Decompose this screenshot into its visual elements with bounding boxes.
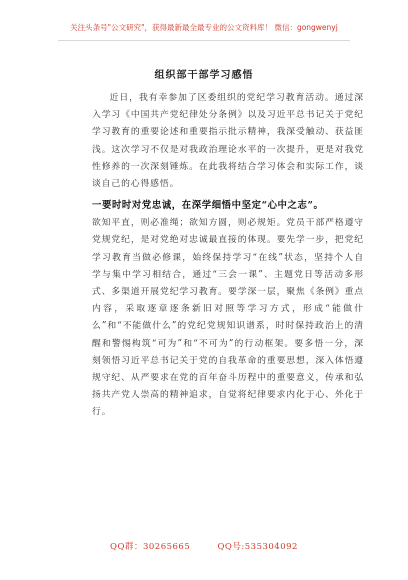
qq-group-number: QQ群：30265665 bbox=[110, 542, 191, 552]
section-body-paragraph: 欲知平直，则必准绳；欲知方圆，则必规矩。党员干部严格遵守党规党纪，是对党绝对忠诚最直接的体现。要先学一步，把党纪学习教育当做必修课，始终保持学习“在线”状态，坚持个人自学与集中学习相结合，通过“三会一课”、主题党日等活动多形式、多渠道开展党纪学习教育。要学深一层，聚焦《条例》重点内容，采取逐章逐条新旧对照等学习方式，形成“能做什么”和“不能做什么”的党纪党规知识谱系，时时保持政治上的清醒和警惕构筑“可为”和“不可为”的行动框架。要多悟一分，深刻领悟习近平总书记关于党的自我革命的重要思想，深入体悟遵规守纪、从严要求在党的百年奋斗历程中的重要意义，传承和弘扬共产党人崇高的精神追求，自觉将纪律要求内化于心、外化于行。 bbox=[92, 218, 364, 418]
header-divider bbox=[58, 40, 350, 41]
section-heading: 一要时时对党忠诚，在深学细悟中坚定“心中之志”。 bbox=[92, 200, 324, 212]
document-body bbox=[92, 90, 364, 422]
footer-contact bbox=[0, 540, 408, 552]
promo-banner: 关注头条号"公文研究"，获得最新最全最专业的公文资料库！ 微信：gongwenyj bbox=[70, 23, 338, 32]
document-title: 组织部干部学习感悟 bbox=[154, 70, 254, 81]
intro-paragraph: 近日，我有幸参加了区委组织的党纪学习教育活动。通过深入学习《中国共产党纪律处分条例》以及习近平总书记关于党纪学习教育的重要论述和重要指示批示精神，我深受触动、获益匪浅。这次学习不仅是对我政治理论水平的一次提升，更是对我党性修养的一次深刻锤炼。在此我将结合学习体会和实际工作，谈谈自己的心得感悟。 bbox=[92, 93, 364, 190]
qq-account-number: QQ号:535304092 bbox=[217, 542, 298, 552]
